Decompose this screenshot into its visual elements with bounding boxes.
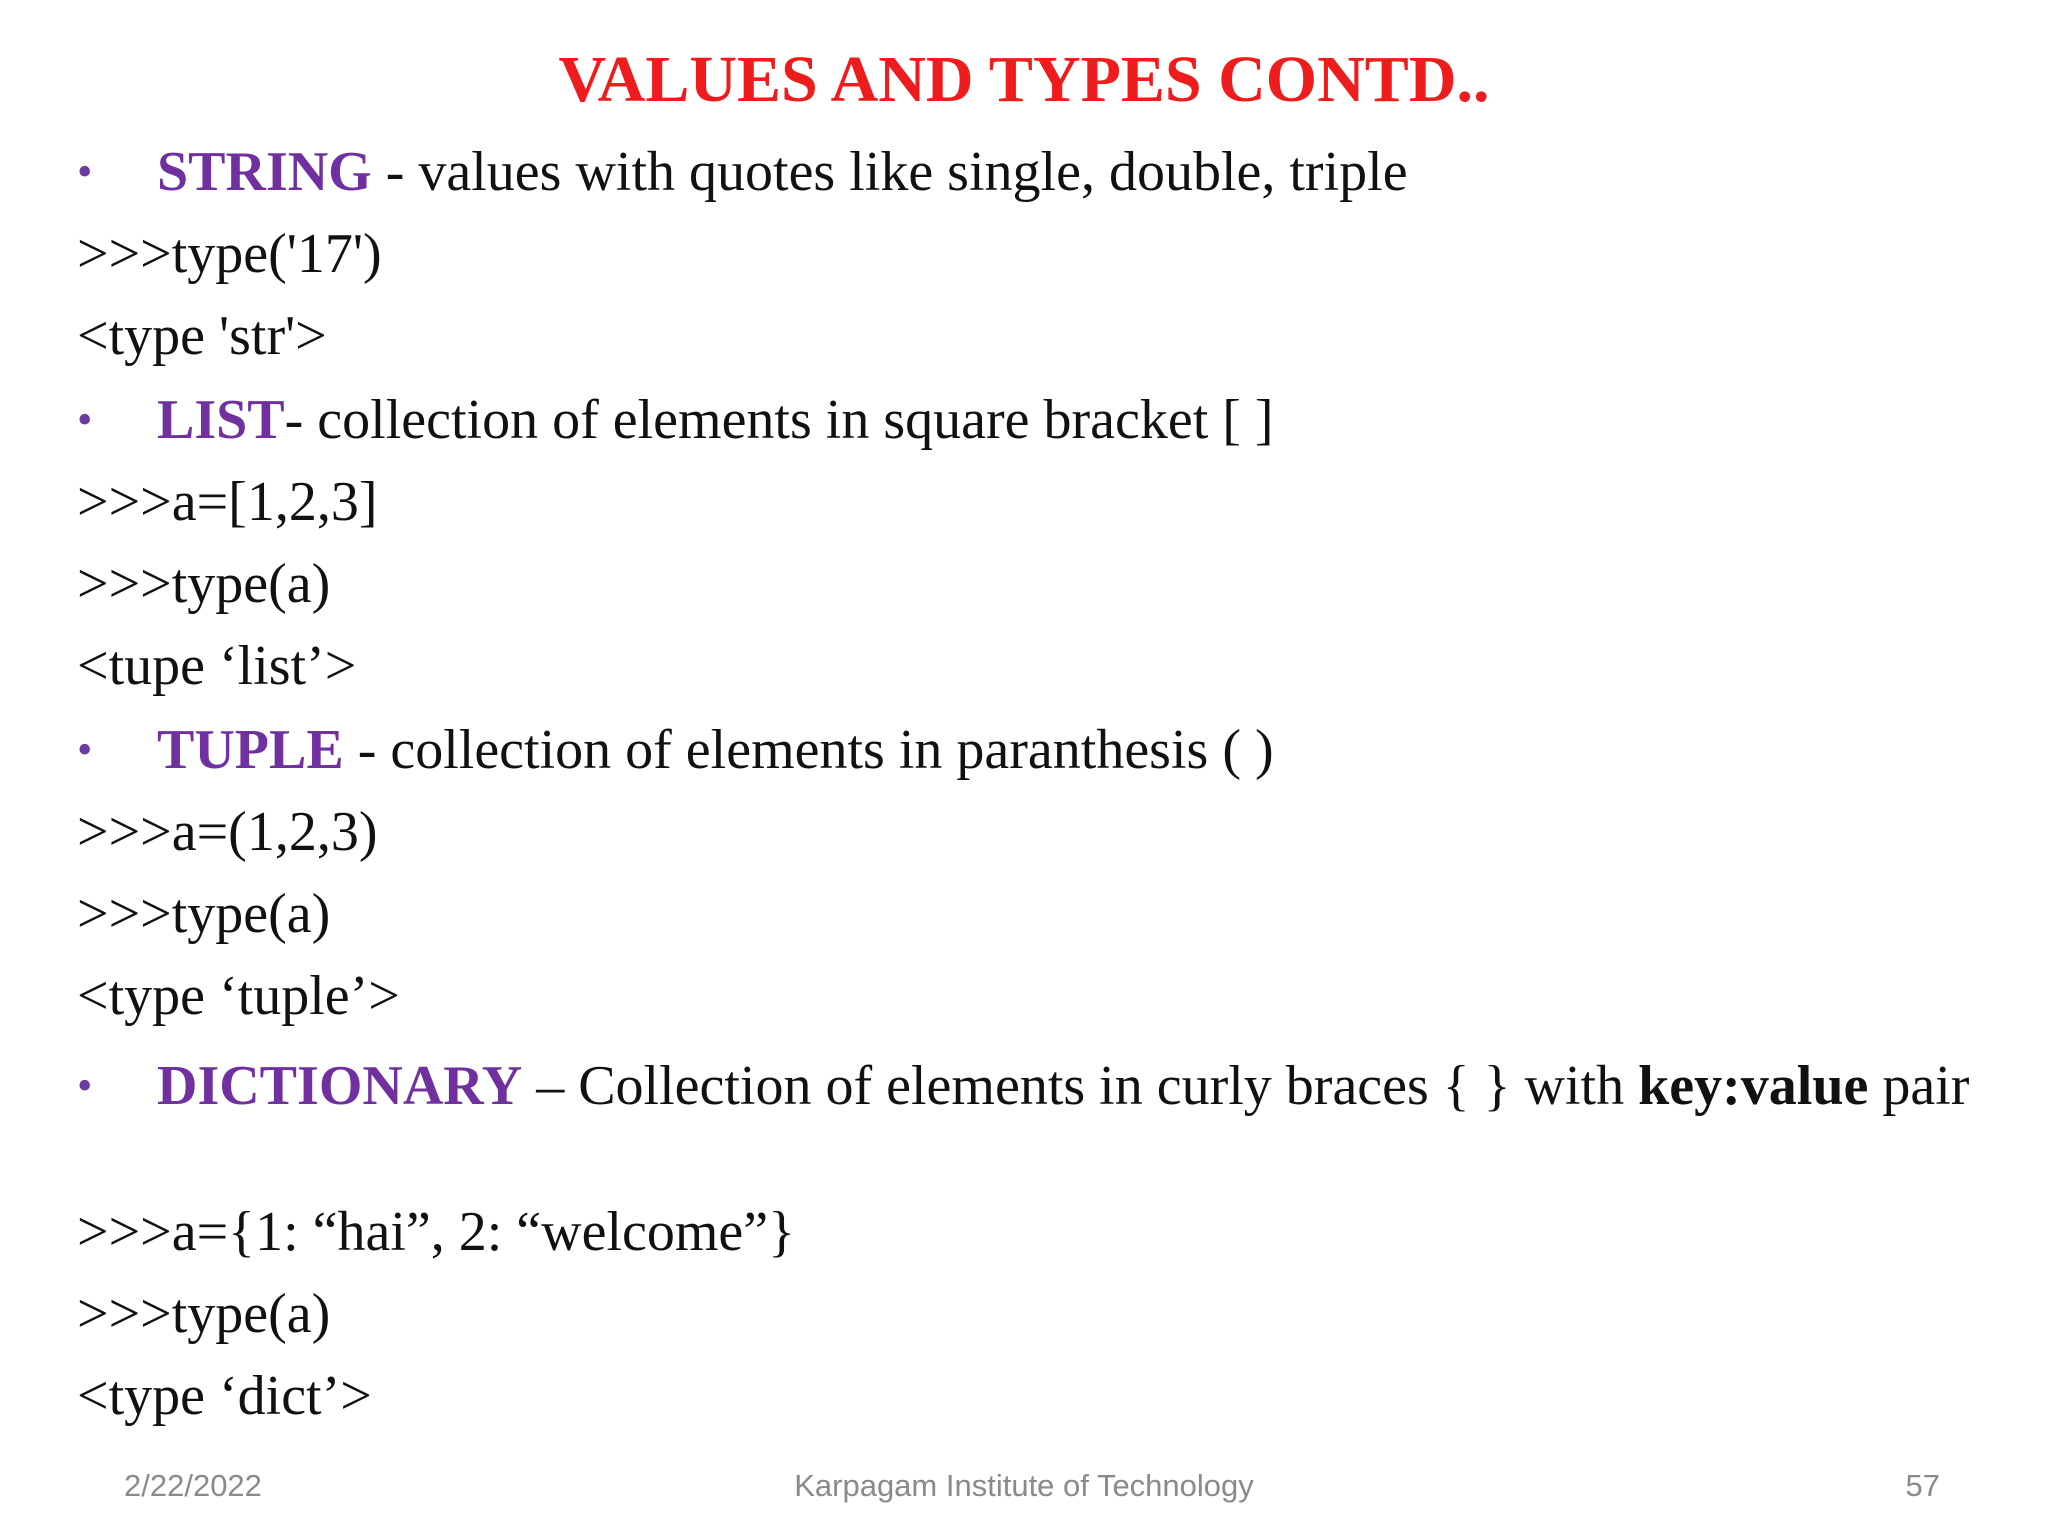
dictionary-description: – Collection of elements in curly braces { } with: [522, 1055, 1639, 1117]
bullet-icon: •: [77, 725, 93, 774]
tuple-description: - collection of elements in paranthesis ( ): [343, 719, 1274, 781]
code-line: >>>a=[1,2,3]: [77, 471, 378, 533]
term-list: LIST: [157, 389, 285, 451]
term-tuple: TUPLE: [157, 719, 344, 781]
code-line: <type 'str'>: [77, 305, 327, 367]
code-line: <type ‘dict’>: [77, 1365, 372, 1427]
code-line: >>>a=(1,2,3): [77, 801, 378, 863]
string-description: - values with quotes like single, double, triple: [371, 141, 1408, 203]
code-line: >>>type(a): [77, 883, 331, 945]
bullet-tuple-text: [157, 718, 1274, 782]
term-dictionary: DICTIONARY: [157, 1055, 523, 1117]
bullet-icon: •: [77, 147, 93, 196]
bullet-tuple: [77, 718, 1977, 782]
footer-institution: Karpagam Institute of Technology: [794, 1468, 1254, 1503]
bullet-string: [77, 140, 1977, 204]
key-value-emphasis: key:value: [1638, 1055, 1869, 1117]
term-string: STRING: [157, 141, 372, 203]
code-line: <type ‘tuple’>: [77, 965, 400, 1027]
code-line: >>>type(a): [77, 1283, 331, 1345]
bullet-list: [77, 388, 1977, 452]
code-line: <tupe ‘list’>: [77, 635, 357, 697]
bullet-list-text: [157, 388, 1274, 452]
code-line: >>>type(a): [77, 553, 331, 615]
bullet-icon: •: [77, 1061, 93, 1110]
slide-title: VALUES AND TYPES CONTD..: [558, 43, 1490, 116]
footer-page-number: 57: [1905, 1468, 1940, 1503]
bullet-string-text: [157, 140, 1408, 204]
bullet-icon: •: [77, 395, 93, 444]
footer-date: 2/22/2022: [124, 1468, 262, 1503]
code-line: >>>a={1: “hai”, 2: “welcome”}: [77, 1201, 796, 1263]
code-line: >>>type('17'): [77, 223, 382, 285]
dictionary-description-tail: pair: [1868, 1055, 1970, 1117]
bullet-dictionary-text: [157, 1050, 2011, 1122]
list-description: - collection of elements in square bracket [ ]: [284, 389, 1274, 451]
